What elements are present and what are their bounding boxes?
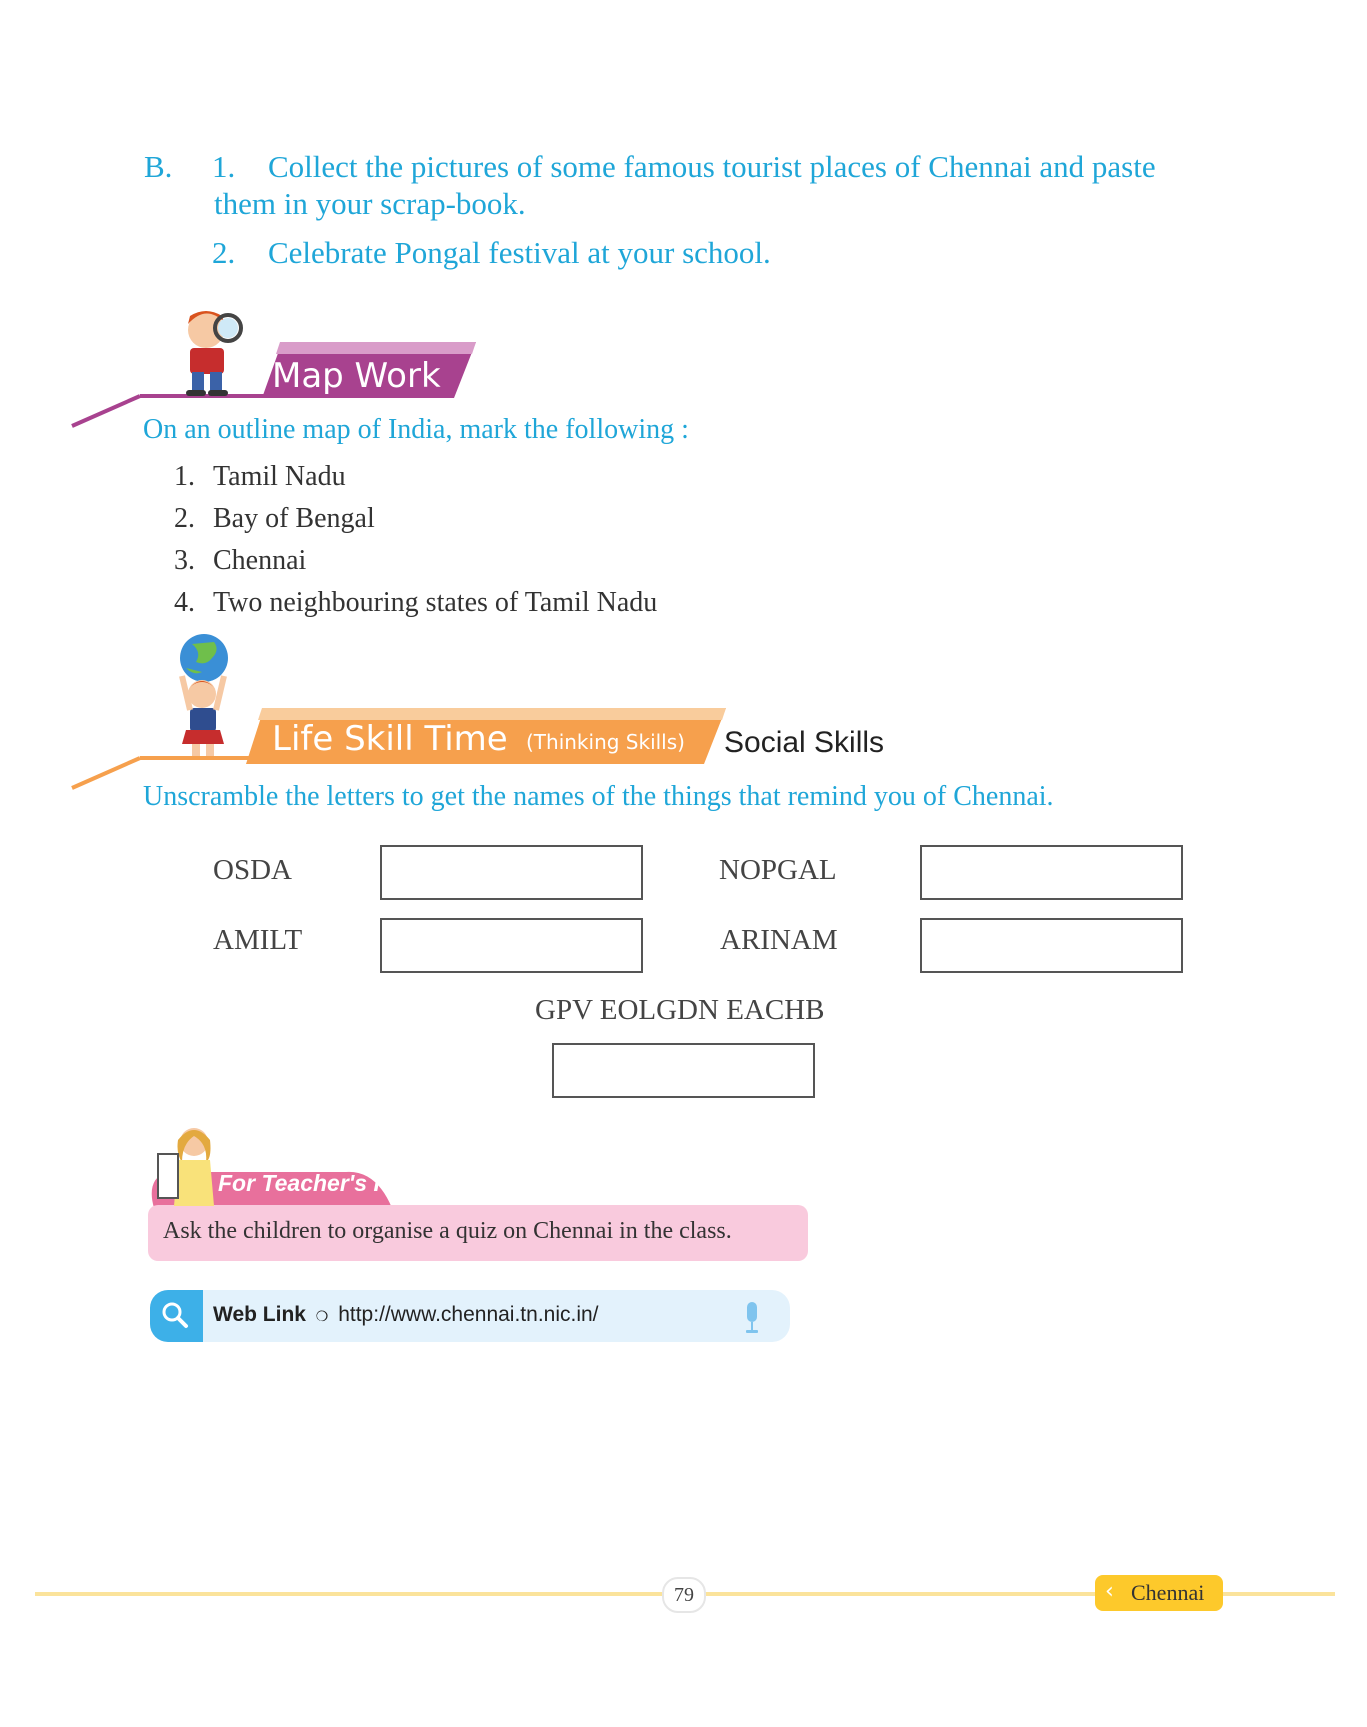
section-b-item-1-number: 1. — [212, 149, 236, 184]
list-item-number: 2. — [174, 503, 195, 534]
answer-box-1[interactable] — [380, 845, 643, 900]
scrambled-word-2: NOPGAL — [719, 854, 837, 886]
teacher-help-title: For Teacher's Help — [218, 1170, 424, 1196]
web-link-text — [213, 1303, 599, 1327]
search-icon — [150, 1290, 203, 1342]
page-number: 79 — [662, 1577, 706, 1613]
web-link-url[interactable]: http://www.chennai.tn.nic.in/ — [338, 1303, 599, 1326]
web-link-search-tile — [150, 1290, 203, 1342]
life-skill-instruction: Unscramble the letters to get the names of the things that remind you of Chennai. — [143, 781, 1054, 812]
list-item: Chennai — [213, 545, 307, 576]
list-item-number: 1. — [174, 461, 195, 492]
section-b-item-2-number: 2. — [212, 235, 236, 270]
life-skill-subtitle: (Thinking Skills) — [526, 730, 685, 754]
girl-globe-illustration — [162, 632, 242, 760]
section-b-item-2-text: Celebrate Pongal festival at your school. — [268, 235, 771, 270]
chevron-left-icon: ‹ — [1105, 1579, 1114, 1604]
teacher-illustration — [156, 1124, 216, 1208]
scrambled-word-3: AMILT — [213, 924, 303, 956]
answer-box-4[interactable] — [920, 918, 1183, 973]
list-item: Tamil Nadu — [213, 461, 346, 492]
life-skill-category: Social Skills — [724, 726, 885, 759]
section-b-item-1-text-continued: them in your scrap-book. — [214, 186, 526, 221]
map-work-title: Map Work — [272, 356, 441, 396]
list-item: Bay of Bengal — [213, 503, 375, 534]
scrambled-word-1: OSDA — [213, 854, 292, 886]
web-link-bullet-icon: ❍ — [315, 1308, 329, 1324]
microphone-icon — [740, 1300, 764, 1336]
list-item-number: 3. — [174, 545, 195, 576]
map-work-instruction: On an outline map of India, mark the following : — [143, 414, 689, 445]
scrambled-word-5: GPV EOLGDN EACHB — [535, 994, 825, 1026]
web-link-label: Web Link — [213, 1303, 306, 1326]
scrambled-word-4: ARINAM — [720, 924, 838, 956]
answer-box-3[interactable] — [380, 918, 643, 973]
section-b-item-1-text: Collect the pictures of some famous tourist places of Chennai and paste — [268, 149, 1156, 184]
answer-box-5[interactable] — [552, 1043, 815, 1098]
boy-magnifier-illustration — [176, 306, 248, 398]
life-skill-title: Life Skill Time — [272, 719, 508, 759]
teacher-help-text: Ask the children to organise a quiz on Chennai in the class. — [163, 1218, 732, 1244]
answer-box-2[interactable] — [920, 845, 1183, 900]
section-b-letter: B. — [144, 149, 173, 184]
chapter-name: Chennai — [1131, 1580, 1205, 1605]
chapter-tab[interactable] — [1095, 1575, 1223, 1611]
list-item: Two neighbouring states of Tamil Nadu — [213, 587, 658, 618]
list-item-number: 4. — [174, 587, 195, 618]
